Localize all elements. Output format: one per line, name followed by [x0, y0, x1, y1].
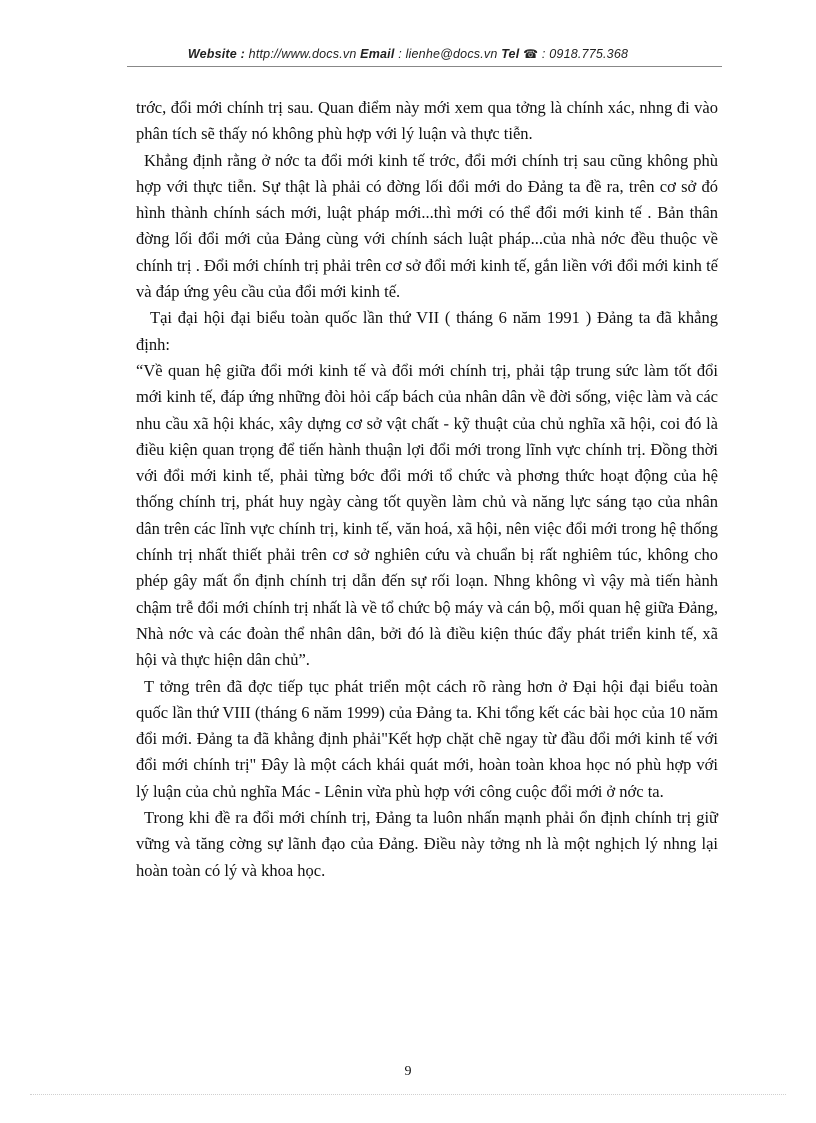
- header-divider: [127, 66, 722, 67]
- page-header: [0, 47, 816, 61]
- tel-value: : 0918.775.368: [541, 47, 629, 61]
- phone-icon: ☎: [523, 47, 539, 61]
- paragraph: Khẳng định rằng ở nớc ta đổi mới kinh tế trớc, đổi mới chính trị sau cũng không phù hợp với thực tiễn. Sự thật là phải có đờng lối đổi mới do Đảng ta đề ra, trên cơ sở đó hình thành chính sách mới, luật pháp mới...thì mới có thể đổi mới kinh tế . Bản thân đờng lối đổi mới của Đảng cùng với chính sách luật pháp...của nhà nớc đều thuộc về chính trị . Đổi mới chính trị phải trên cơ sở đổi mới kinh tế, gắn liền với đổi mới kinh tế và đáp ứng yêu cầu của đổi mới kinh tế.: [136, 150, 718, 302]
- email-label: Email: [360, 47, 395, 61]
- paragraph: Tại đại hội đại biểu toàn quốc lần thứ VII ( tháng 6 năm 1991 ) Đảng ta đã khẳng định:: [136, 308, 718, 354]
- tel-label: Tel: [501, 47, 520, 61]
- email-value: : lienhe@docs.vn: [398, 47, 498, 61]
- paragraph: trớc, đổi mới chính trị sau. Quan điểm này mới xem qua tởng là chính xác, nhng đi vào phân tích sẽ thấy nó không phù hợp với lý luận và thực tiễn.: [136, 98, 718, 144]
- paragraph: T tởng trên đã đợc tiếp tục phát triển một cách rõ ràng hơn ở Đại hội đại biểu toàn quốc lần thứ VIII (tháng 6 năm 1999) của Đảng ta. Khi tổng kết các bài học của 10 năm đổi mới. Đảng ta đã khẳng định phải"Kết hợp chặt chẽ ngay từ đầu đổi mới kinh tế với đổi mới chính trị" Đây là một cách khái quát mới, hoàn toàn khoa học nó phù hợp với lý luận của chủ nghĩa Mác - Lênin vừa phù hợp với công cuộc đổi mới ở nớc ta.: [136, 676, 718, 801]
- quote-paragraph: “Về quan hệ giữa đổi mới kinh tế và đổi mới chính trị, phải tập trung sức làm tốt đổi mới kinh tế, đáp ứng những đòi hỏi cấp bách của nhân dân về đời sống, việc làm và các nhu cầu xã hội khác, xây dựng cơ sở vật chất - kỹ thuật của chủ nghĩa xã hội, coi đó là điều kiện quan trọng để tiến hành thuận lợi đổi mới trong lĩnh vực chính trị. Đồng thời với đổi mới kinh tế, phải từng bớc đổi mới tổ chức và phơng thức hoạt động của hệ thống chính trị, phát huy ngày càng tốt quyền làm chủ và năng lực sáng tạo của nhân dân trên các lĩnh vực chính trị, kinh tế, văn hoá, xã hội, nên việc đổi mới trong hệ thống chính trị nhất thiết phải trên cơ sở nghiên cứu và chuẩn bị rất nghiêm túc, không cho phép gây mất ổn định chính trị dẫn đến sự rối loạn. Nhng không vì vậy mà tiến hành chậm trễ đổi mới chính trị nhất là về tổ chức bộ máy và cán bộ, mối quan hệ giữa Đảng, Nhà nớc và các đoàn thể nhân dân, bởi đó là điều kiện thúc đẩy phát triển kinh tế, xã hội và thực hiện dân chủ”.: [136, 360, 718, 670]
- page-number: 9: [404, 1064, 412, 1079]
- website-label: Website :: [187, 47, 245, 61]
- paragraph: Trong khi đề ra đổi mới chính trị, Đảng ta luôn nhấn mạnh phải ổn định chính trị giữ vững và tăng cờng sự lãnh đạo của Đảng. Điều này tởng nh là một nghịch lý nhng lại hoàn toàn có lý và khoa học.: [136, 808, 718, 880]
- footer-divider: [30, 1094, 786, 1095]
- website-value: http://www.docs.vn: [248, 47, 357, 61]
- document-body: [136, 95, 718, 884]
